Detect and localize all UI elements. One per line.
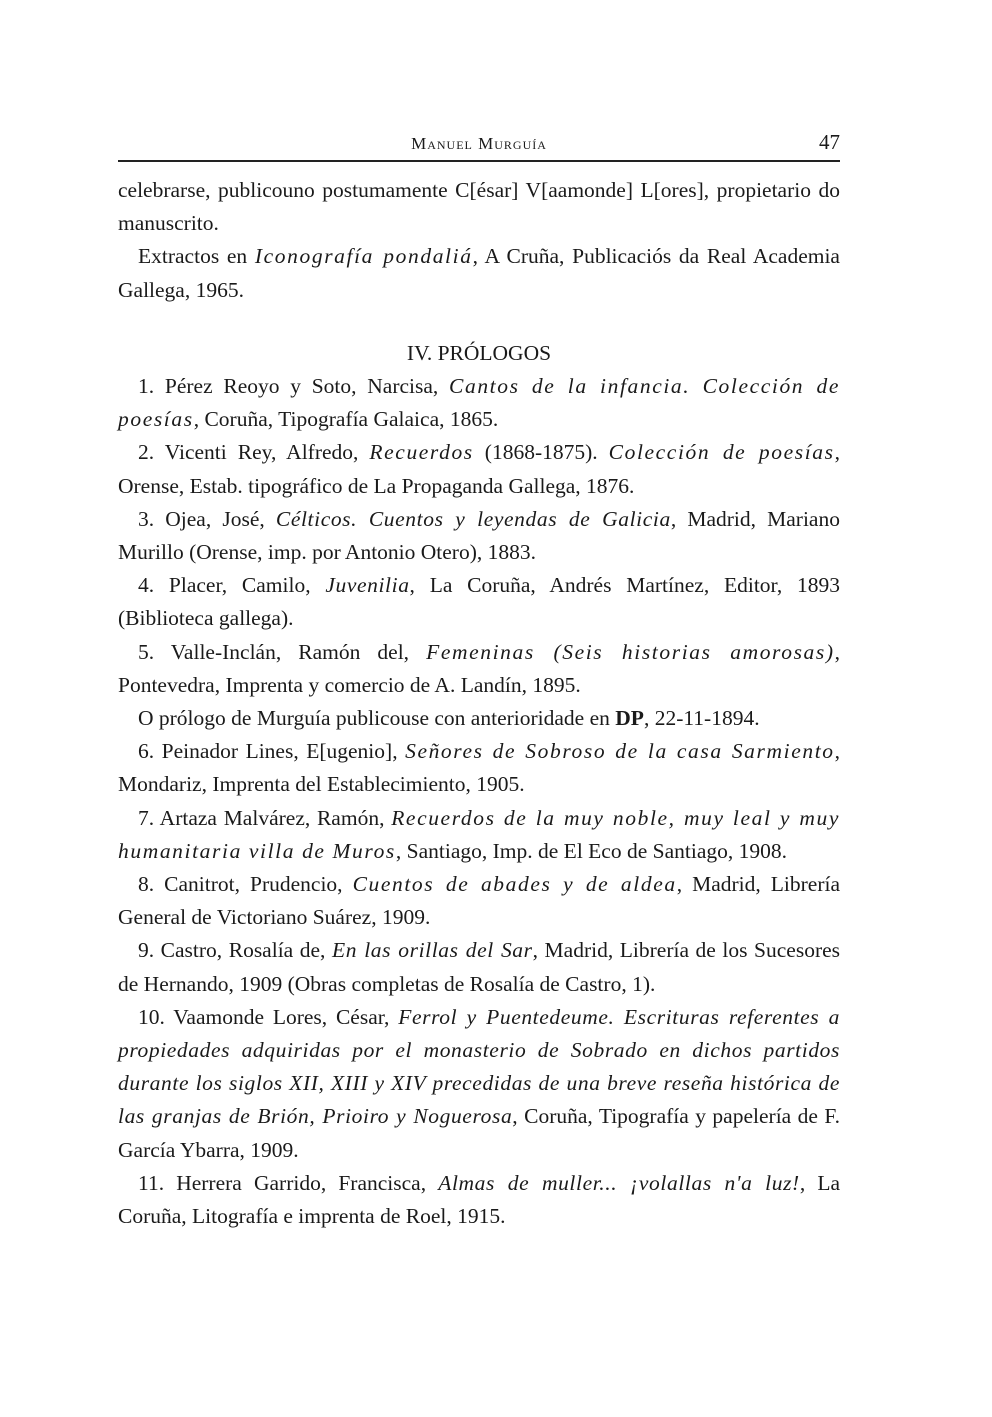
entry-text: 7. Artaza Malvárez, Ramón, [138, 805, 392, 830]
bibliography-entry [118, 868, 840, 934]
paragraph-text: Extractos en [138, 244, 255, 269]
entry-text: 11. Herrera Garrido, Francisca, [138, 1170, 439, 1195]
work-title: Femeninas (Seis historias amorosas) [426, 639, 835, 664]
work-title: Célticos. Cuentos y leyendas de Galicia [275, 506, 671, 531]
work-title: Juvenilia [325, 573, 410, 598]
body-text [118, 174, 840, 1233]
entry-text: 10. Vaamonde Lores, César, [138, 1004, 399, 1029]
work-title: Cuentos de abades y de aldea [352, 872, 677, 897]
bibliography-entry [118, 436, 840, 502]
entry-text: , Santiago, Imp. de El Eco de Santiago, 1908. [395, 838, 787, 863]
entry-text: , 22-11-1894. [643, 706, 760, 731]
bibliography-entry [118, 370, 840, 436]
section-heading: IV. PRÓLOGOS [406, 340, 552, 365]
paragraph-text: , A Cruña, Publicaciós da Real Academia Gallega, 1965. [118, 244, 840, 302]
work-title: Ferrol y Puentedeume. Escrituras referentes a propiedades adquiridas por el monasterio de Sobrado en dichos partidos durante los siglos XII, XIII y XIV precedidas de una breve reseña histórica de las granjas de Brión, Prioiro y Noguerosa [118, 1004, 840, 1129]
work-title: Almas de muller... ¡volallas n'a luz! [438, 1170, 800, 1195]
entry-text: O prólogo de Murguía publicouse con anterioridade en [138, 706, 616, 731]
entry-text: , Coruña, Tipografía y papelería de F. García Ybarra, 1909. [118, 1104, 840, 1162]
continuation-paragraph [118, 174, 840, 240]
entry-text: (1868-1875). [473, 440, 609, 465]
work-title: Recuerdos [369, 440, 474, 465]
entry-text: , Madrid, Librería de los Sucesores de Hernando, 1909 (Obras completas de Rosalía de Castro, 1). [118, 938, 841, 996]
work-title: Iconografía pondaliá [254, 244, 473, 269]
work-title: Señores de Sobroso de la casa Sarmiento [405, 739, 835, 764]
work-title: Cantos de la infancia. Colección de poesías [118, 374, 840, 432]
entry-text: 3. Ojea, José, [138, 506, 276, 531]
bibliography-entry [118, 1167, 840, 1233]
paragraph-text: celebrarse, publicouno postumamente C[ésar] V[aamonde] L[ores], propietario do manuscrito. [118, 178, 840, 236]
running-head-author: Manuel Murguía [411, 134, 547, 153]
entry-text: , Coruña, Tipografía Galaica, 1865. [193, 407, 499, 432]
bibliography-entry [118, 802, 840, 868]
entry-text: 4. Placer, Camilo, [138, 573, 326, 598]
running-head [118, 128, 840, 162]
entry-text: 8. Canitrot, Prudencio, [138, 872, 353, 897]
bibliography-note [118, 702, 840, 735]
bibliography-entry [118, 569, 840, 635]
work-subtitle: Colección de poesías [608, 440, 835, 465]
entry-text: 2. Vicenti Rey, Alfredo, [138, 440, 370, 465]
entry-text: , Madrid, Librería General de Victoriano Suárez, 1909. [118, 872, 841, 930]
book-page [118, 128, 840, 1233]
bibliography-entry [118, 1001, 840, 1167]
entry-text: 1. Pérez Reoyo y Soto, Narcisa, [138, 374, 450, 399]
entry-text: 6. Peinador Lines, E[ugenio], [138, 739, 406, 764]
source-abbreviation: DP [615, 706, 644, 731]
bibliography-entry [118, 934, 840, 1000]
entry-text: , Pontevedra, Imprenta y comercio de A. Landín, 1895. [118, 639, 840, 697]
entry-text: , Orense, Estab. tipográfico de La Propaganda Gallega, 1876. [118, 440, 841, 498]
bibliography-entry [118, 503, 840, 569]
entry-text: , La Coruña, Litografía e imprenta de Roel, 1915. [118, 1170, 840, 1229]
work-title: Recuerdos de la muy noble, muy leal y muy humanitaria villa de Muros [118, 805, 840, 863]
entry-text: , Mondariz, Imprenta del Establecimiento, 1905. [118, 739, 840, 797]
entry-text: 9. Castro, Rosalía de, [138, 938, 332, 963]
work-title: En las orillas del Sar [331, 938, 533, 963]
page-number: 47 [819, 130, 840, 154]
bibliography-entry [118, 735, 840, 801]
bibliography-entry [118, 636, 840, 702]
entry-text: , La Coruña, Andrés Martínez, Editor, 1893 (Biblioteca gallega). [118, 573, 840, 631]
extracts-paragraph [118, 240, 840, 306]
entry-text: , Madrid, Mariano Murillo (Orense, imp. por Antonio Otero), 1883. [118, 506, 840, 565]
entry-text: 5. Valle-Inclán, Ramón del, [138, 639, 427, 664]
